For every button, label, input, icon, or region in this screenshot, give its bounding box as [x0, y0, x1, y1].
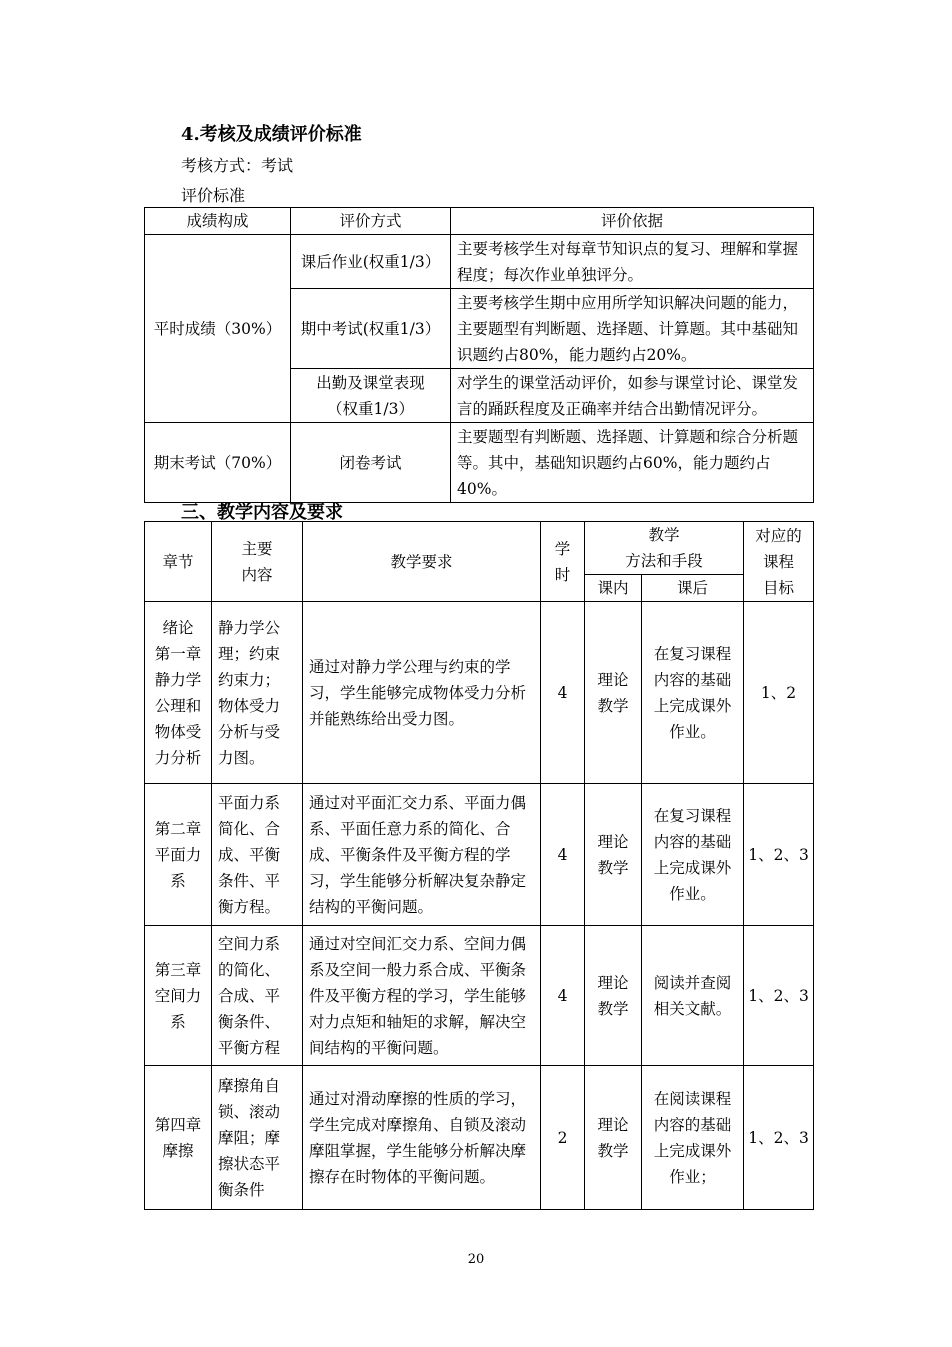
criteria-label: 评价标准	[181, 186, 246, 205]
teaching-content-table	[144, 521, 814, 1210]
chapter-cell: 第二章 平面力 系	[145, 784, 212, 926]
header-goal: 对应的 课程 目标	[744, 522, 814, 602]
after-class-cell: 在复习课程 内容的基础 上完成课外 作业。	[642, 602, 744, 784]
after-class-cell: 在阅读课程 内容的基础 上完成课外 作业；	[642, 1066, 744, 1210]
content-cell: 空间力系 的简化、 合成、平 衡条件、 平衡方程	[212, 926, 303, 1066]
method-midterm: 期中考试(权重1/3）	[291, 289, 451, 369]
hours-cell: 4	[541, 602, 585, 784]
table-row	[145, 926, 814, 1066]
basis-homework: 主要考核学生对每章节知识点的复习、理解和掌握程度；每次作业单独评分。	[451, 235, 814, 289]
chapter-cell: 第三章 空间力 系	[145, 926, 212, 1066]
method-homework: 课后作业(权重1/3）	[291, 235, 451, 289]
header-content: 主要 内容	[212, 522, 303, 602]
content-cell: 摩擦角自 锁、滚动 摩阻；摩 擦状态平 衡条件	[212, 1066, 303, 1210]
chapter-cell: 第四章 摩擦	[145, 1066, 212, 1210]
requirement-cell: 通过对静力学公理与约束的学习，学生能够完成物体受力分析并能熟练给出受力图。	[303, 602, 541, 784]
header-method: 评价方式	[291, 208, 451, 235]
goal-cell: 1、2、3	[744, 926, 814, 1066]
table-row	[145, 784, 814, 926]
header-chapter: 章节	[145, 522, 212, 602]
header-composition: 成绩构成	[145, 208, 291, 235]
basis-attendance: 对学生的课堂活动评价，如参与课堂讨论、课堂发言的踊跃程度及正确率并结合出勤情况评分。	[451, 369, 814, 423]
header-requirement: 教学要求	[303, 522, 541, 602]
basis-midterm: 主要考核学生期中应用所学知识解决问题的能力，主要题型有判断题、选择题、计算题。其中基础知识题约占80%，能力题约占20%。	[451, 289, 814, 369]
in-class-cell: 理论 教学	[585, 602, 642, 784]
composition-final: 期末考试（70%）	[145, 423, 291, 503]
hours-cell: 4	[541, 926, 585, 1066]
content-cell: 平面力系 简化、合 成、平衡 条件、平 衡方程。	[212, 784, 303, 926]
method-closed-book: 闭卷考试	[291, 423, 451, 503]
in-class-cell: 理论 教学	[585, 926, 642, 1066]
section-heading-content: 三、教学内容及要求	[181, 502, 343, 523]
in-class-cell: 理论 教学	[585, 784, 642, 926]
requirement-cell: 通过对平面汇交力系、平面力偶系、平面任意力系的简化、合成、平衡条件及平衡方程的学习，学生能够分析解决复杂静定结构的平衡问题。	[303, 784, 541, 926]
header-in-class: 课内	[585, 575, 642, 602]
header-hours: 学 时	[541, 522, 585, 602]
header-methods: 教学 方法和手段	[585, 522, 744, 575]
content-cell: 静力学公 理；约束 约束力； 物体受力 分析与受 力图。	[212, 602, 303, 784]
requirement-cell: 通过对空间汇交力系、空间力偶系及空间一般力系合成、平衡条件及平衡方程的学习，学生能够对力点矩和轴矩的求解，解决空间结构的平衡问题。	[303, 926, 541, 1066]
basis-final: 主要题型有判断题、选择题、计算题和综合分析题等。其中，基础知识题约占60%，能力题约占40%。	[451, 423, 814, 503]
goal-cell: 1、2、3	[744, 784, 814, 926]
hours-cell: 4	[541, 784, 585, 926]
goal-cell: 1、2、3	[744, 1066, 814, 1210]
table-row	[145, 1066, 814, 1210]
page-number: 20	[467, 1252, 485, 1267]
in-class-cell: 理论 教学	[585, 1066, 642, 1210]
composition-regular: 平时成绩（30%）	[145, 235, 291, 423]
header-after-class: 课后	[642, 575, 744, 602]
header-basis: 评价依据	[451, 208, 814, 235]
section-heading-assessment: 4.考核及成绩评价标准	[181, 124, 362, 145]
requirement-cell: 通过对滑动摩擦的性质的学习，学生完成对摩擦角、自锁及滚动摩阻掌握，学生能够分析解决摩擦存在时物体的平衡问题。	[303, 1066, 541, 1210]
method-attendance: 出勤及课堂表现 （权重1/3）	[291, 369, 451, 423]
table-row	[145, 602, 814, 784]
assessment-table	[144, 207, 814, 503]
assessment-method-text: 考核方式：考试	[181, 156, 294, 175]
after-class-cell: 在复习课程 内容的基础 上完成课外 作业。	[642, 784, 744, 926]
goal-cell: 1、2	[744, 602, 814, 784]
chapter-cell: 绪论 第一章 静力学 公理和 物体受 力分析	[145, 602, 212, 784]
hours-cell: 2	[541, 1066, 585, 1210]
after-class-cell: 阅读并查阅 相关文献。	[642, 926, 744, 1066]
